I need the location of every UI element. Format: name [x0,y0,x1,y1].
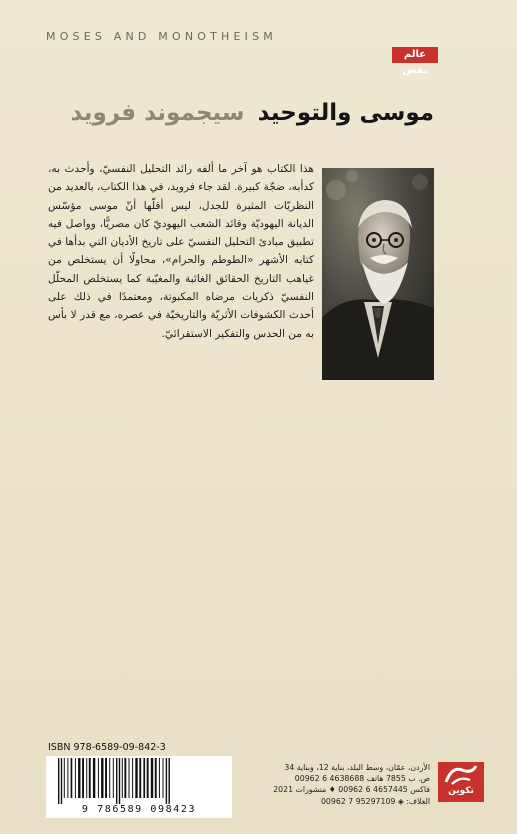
barcode-bar [89,758,91,798]
series-badge: عالم نفس [392,47,438,63]
barcode-bar [169,758,170,804]
barcode-bar [98,758,99,798]
barcode-bar [101,758,103,798]
barcode-bar [78,758,80,798]
barcode-bar [135,758,137,798]
barcode-bar [82,758,84,798]
book-description: هذا الكتاب هو آخر ما ألفه رائد التحليل النفسيّ، وأحدث به، كدأبه، ضجّة كبيرة. لقد جاء فرويد، في هذا الكتاب، بالعديد من النظريّات المثيرة للجدل، ليس أقلّها أنّ موسى مؤسّس الديانة اليهوديّة وقائد الشعب اليهوديّ كان مصريًّا، وواصل فيه تطبيق مبادئ التحليل النفسيّ على تاريخ الأديان التي بدأها في كتابه الأشهر «الطوطم والحرام»، محاولًا أن يستخلص من غياهب التاريخ الحقائق الغائبة والمغيّبة كما يستخلص المحلّل النفسيّ ذكريات مرضاه المكبوتة، ومعتمدًا في ذلك على أحدث الكشوفات الأثريّة والتاريخيّة في عصره، مع قدر لا بأس به من الحدس والتفكير الاستقرائيّ. [48,163,314,340]
barcode-bar [139,758,141,798]
barcode [46,756,232,818]
barcode-bar [109,758,110,798]
barcode-bar [119,758,120,804]
publisher-line: الغلاف: ◈ 95297109 7 00962 [320,796,430,806]
barcode-bar [151,758,153,798]
barcode-bar [166,758,167,804]
publisher-info [214,762,430,807]
barcode-bar [159,758,160,798]
barcode-bar [124,758,126,798]
barcode-bar [58,758,59,804]
book-title: موسى والتوحيد [257,100,434,126]
series-title: MOSES AND MONOTHEISM [46,30,277,43]
barcode-bar [132,758,133,798]
barcode-bar [93,758,95,798]
publisher-line: الأردن، عمّان، وسط البلد، بناية 12، وبناية 34 [284,763,430,772]
barcode-bar [75,758,76,798]
author-name: سيجموند فرويد [70,100,245,126]
barcode-bar [113,758,114,798]
barcode-bar [64,758,65,798]
book-title-line [48,100,434,150]
barcode-digits: 9 786589 098423 [81,804,197,815]
barcode-bar [116,758,117,804]
barcode-bar [147,758,149,798]
publisher-line: فاكس 4657445 6 00962 ♦ منشورات 2021 [273,785,430,795]
barcode-bar [155,758,157,798]
barcode-bar [61,758,62,804]
publisher-line: ص. ب 7855 هاتف 4638688 6 00962 [294,774,430,784]
barcode-bar [71,758,73,798]
publisher-logo [438,762,484,802]
barcode-bar [143,758,145,798]
publisher-logo-text: تكوين [448,786,474,796]
barcode-bar [67,758,68,798]
barcode-bar [129,758,130,798]
barcode-bar [122,758,123,798]
barcode-bar [105,758,107,798]
author-photo [322,168,434,380]
barcode-bar [86,758,87,798]
isbn-label: ISBN 978-6589-09-842-3 [48,742,166,753]
barcode-bar [163,758,164,798]
